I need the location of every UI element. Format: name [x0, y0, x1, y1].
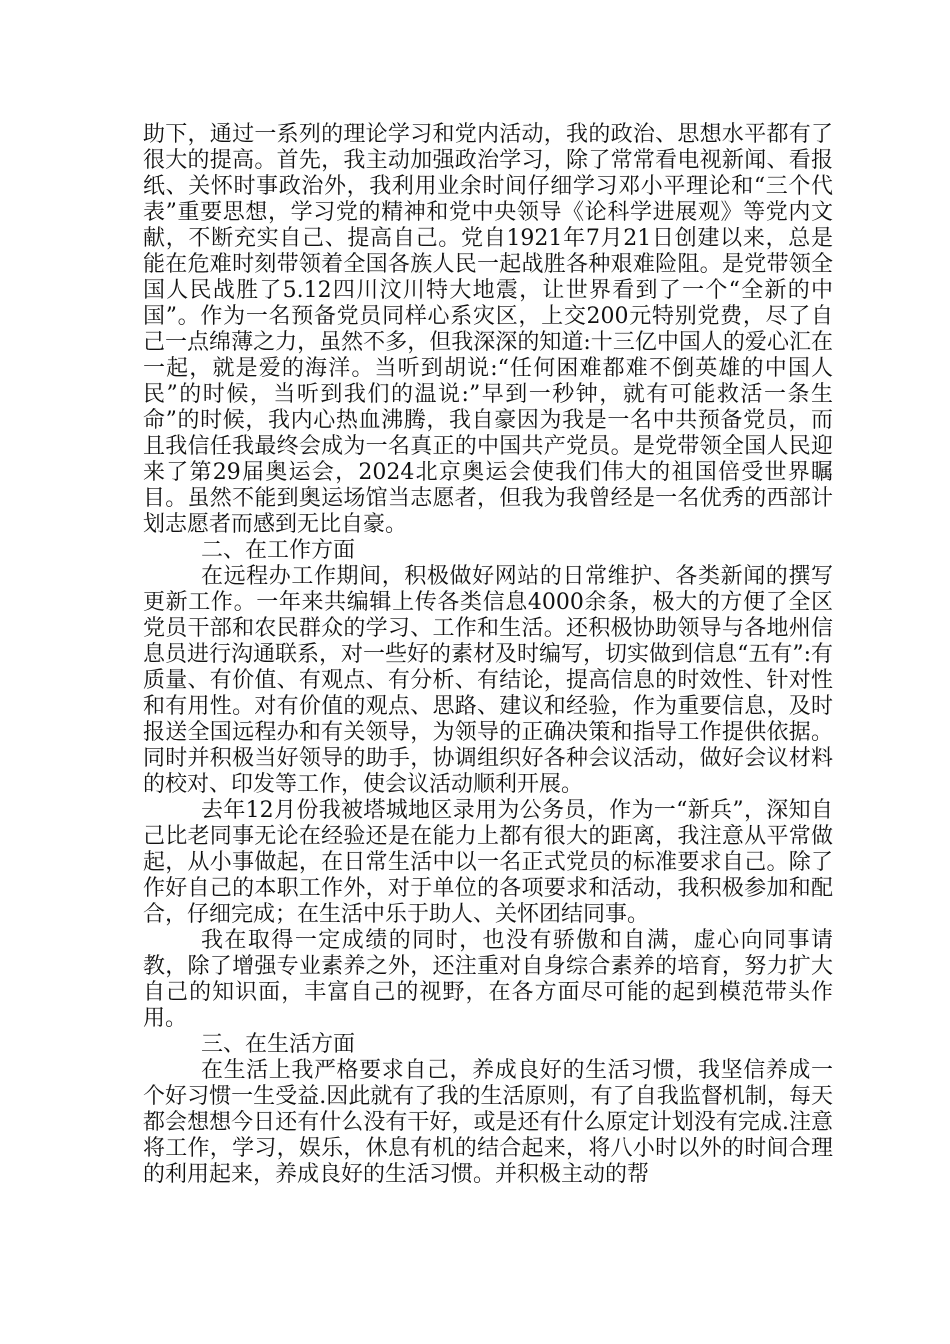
- section-heading-work: 二、在工作方面: [201, 538, 356, 563]
- paragraph-political-study: 助下，通过一系列的理论学习和党内活动，我的政治、思想水平都有了很大的提高。首先，我主动加强政治学习，除了常常看电视新闻、看报纸、关怀时事政治外，我利用业余时间仔细学习邓小平理论和“三个代表”重要思想，学习党的精神和党中央领导《论科学进展观》等党内文献，不断充实自己、提高自己。党自1921年7月21日创建以来，总是能在危难时刻带领着全国各族人民一起战胜各种艰难险阻。是党带领全国人民战胜了5.12四川汶川特大地震，让世界看到了一个“全新的中国”。作为一名预备党员同样心系灾区，上交200元特别党费，尽了自己一点绵薄之力，虽然不多，但我深深的知道:十三亿中国人的爱心汇在一起，就是爱的海洋。当听到胡说:“任何困难都难不倒英雄的中国人民”的时候，当听到我们的温说:”早到一秒钟，就有可能救活一条生命”的时候，我内心热血沸腾，我自豪因为我是一名中共预备党员，而且我信任我最终会成为一名真正的中国共产党员。是党带领全国人民迎来了第29届奥运会，2024北京奥运会使我们伟大的祖国倍受世界瞩目。虽然不能到奥运场馆当志愿者，但我为我曾经是一名优秀的西部计划志愿者而感到无比自豪。: [143, 122, 833, 537]
- paragraph-life-habits: 在生活上我严格要求自己，养成良好的生活习惯，我坚信养成一个好习惯一生受益.因此就有了我的生活原则，有了自我监督机制，每天都会想想今日还有什么没有干好，或是还有什么原定计划没有完成.注意将工作，学习，娱乐，休息有机的结合起来，将八小时以外的时间合理的利用起来，养成良好的生活习惯。并积极主动的帮: [143, 1058, 833, 1187]
- paragraph-remote-office-work: 在远程办工作期间，积极做好网站的日常维护、各类新闻的撰写更新工作。一年来共编辑上传各类信息4000余条，极大的方便了全区党员干部和农民群众的学习、工作和生活。还积极协助领导与各地州信息员进行沟通联系，对一些好的素材及时编写，切实做到信息“五有”:有质量、有价值、有观点、有分析、有结论，提高信息的时效性、针对性和有用性。对有价值的观点、思路、建议和经验，作为重要信息，及时报送全国远程办和有关领导，为领导的正确决策和指导工作提供依据。同时并积极当好领导的助手，协调组织好各种会议活动，做好会议材料的校对、印发等工作，使会议活动顺利开展。: [143, 564, 833, 797]
- section-heading-life: 三、在生活方面: [201, 1032, 356, 1057]
- paragraph-self-improvement: 我在取得一定成绩的同时，也没有骄傲和自满，虚心向同事请教，除了增强专业素养之外，还注重对自身综合素养的培育，努力扩大自己的知识面，丰富自己的视野，在各方面尽可能的起到模范带头作用。: [143, 928, 833, 1031]
- document-body: [143, 122, 833, 1188]
- paragraph-civil-servant: 去年12月份我被塔城地区录用为公务员，作为一“新兵”，深知自己比老同事无论在经验还是在能力上都有很大的距离，我注意从平常做起，从小事做起，在日常生活中以一名正式党员的标准要求自己。除了作好自己的本职工作外，对于单位的各项要求和活动，我积极参加和配合，仔细完成；在生活中乐于助人、关怀团结同事。: [143, 798, 833, 927]
